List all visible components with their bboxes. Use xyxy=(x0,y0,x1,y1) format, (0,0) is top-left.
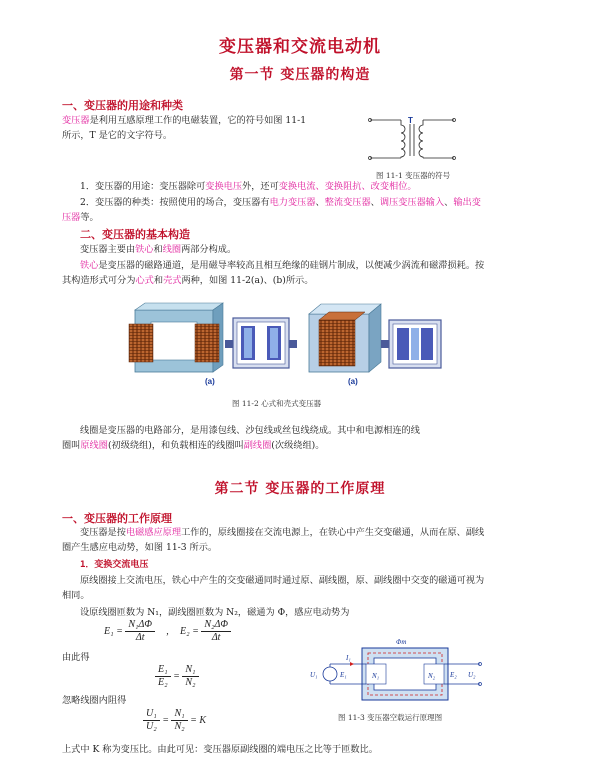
section-2-title: 第二节 变压器的工作原理 xyxy=(214,481,386,497)
shell-type-transformer-3d xyxy=(309,304,381,372)
label-u1: U₁ xyxy=(310,671,318,679)
principle-paragraph xyxy=(62,525,546,555)
intro-line2: 所示，T 是它的文字符号。 xyxy=(62,130,173,141)
term-core: 铁心 xyxy=(135,244,154,255)
symbol-label-t: T xyxy=(408,116,413,125)
label-phi-m: Φm xyxy=(396,638,407,646)
principle-line1: 工作的，原线圈接在交流电源上，在铁心中产生交变磁通，从而在原、副线 xyxy=(181,527,485,538)
kind-power-transformer: 电力变压器 xyxy=(269,197,316,208)
voltage-line2: 相同。 xyxy=(62,590,90,601)
coil-line2-mid: (初级绕组)，和负载相连的线圈叫 xyxy=(107,440,244,451)
equation-emf-ratio xyxy=(155,664,199,689)
eq4-rhs: = K xyxy=(190,714,207,726)
structure-line xyxy=(80,242,236,257)
intro-paragraph xyxy=(62,113,362,143)
core-type-transformer-3d xyxy=(129,303,223,372)
no-load-transformer-diagram xyxy=(310,636,490,706)
core-line1: 是变压器的磁路通道，是用磁导率较高且相互绝缘的硅钢片制成，以便减少涡流和磁滞损耗。按 xyxy=(98,260,485,271)
label-i1: I₁ xyxy=(346,654,351,662)
figure-label-a: (a) xyxy=(205,377,215,386)
kind-sep-3: 、 xyxy=(444,197,454,208)
use-change-impedance: 变换阻抗 xyxy=(324,181,362,192)
core-line2-prefix: 其构造形式可分为 xyxy=(62,275,136,286)
figure-11-2-caption: 图 11-2 心式和壳式变压器 xyxy=(232,399,322,408)
structure-prefix: 变压器主要由 xyxy=(80,244,136,255)
core-paragraph xyxy=(62,258,546,288)
term-em-induction: 电磁感应原理 xyxy=(125,527,182,538)
kind-sep-2: 、 xyxy=(370,197,380,208)
term-shell-type: 壳式 xyxy=(163,275,182,286)
voltage-line1: 原线圈接上交流电压，铁心中产生的交变磁通同时通过原、副线圈，原、副线圈中交变的磁通可视为 xyxy=(80,575,485,586)
eq4-equals: = xyxy=(162,714,169,726)
principle-line2: 圈产生感应电动势，如图 11-3 所示。 xyxy=(62,542,218,553)
use-sep-1: 、 xyxy=(315,181,325,192)
eq1-denominator: Δt xyxy=(135,632,145,643)
label-e1: E₁ xyxy=(340,671,347,679)
eq3-left-num: E₁ xyxy=(155,664,171,677)
intro-line1: 是利用互感原理工作的电磁装置，它的符号如图 11-1 xyxy=(89,115,307,126)
eq3-right-fraction xyxy=(182,664,198,689)
label-u2: U₂ xyxy=(468,671,476,679)
kind-item-prefix: 2．变压器的种类：按照使用的场合，变压器有 xyxy=(80,197,270,208)
document-title: 变压器和交流电动机 xyxy=(219,37,381,57)
eq4-left-fraction xyxy=(143,708,160,733)
principle-prefix: 变压器是按 xyxy=(80,527,126,538)
eq-separator: , xyxy=(166,625,169,637)
conclusion-line: 上式中 K 称为变压比。由此可见：变压器原副线圈的端电压之比等于匝数比。 xyxy=(62,744,378,755)
structure-mid: 和 xyxy=(153,244,163,255)
heading-use-and-kinds: 一、变压器的用途和种类 xyxy=(62,99,183,112)
core-line2-end: 两种，如图 11-2(a)、(b)所示。 xyxy=(181,275,314,286)
use-item-prefix: 1．变压器的用途：变压器除可 xyxy=(80,181,206,192)
use-change-current: 变换电流 xyxy=(278,181,316,192)
kind-rectifier-transformer: 整流变压器 xyxy=(324,197,371,208)
label-n1: N₁ xyxy=(372,672,380,680)
label-n2: N₂ xyxy=(428,672,436,680)
term-primary-coil: 原线圈 xyxy=(80,440,108,451)
use-item xyxy=(80,179,417,194)
eq3-equals: = xyxy=(173,670,180,682)
coil-line1: 线圈是变压器的电路部分，是用漆包线、沙包线或丝包线绕成。其中和电源相连的线 xyxy=(80,425,420,436)
eq4-right-num: N₁ xyxy=(171,708,187,721)
label-e2: E₂ xyxy=(450,671,457,679)
coil-paragraph xyxy=(62,423,546,453)
equation-emf xyxy=(104,619,231,644)
term-secondary-coil: 副线圈 xyxy=(243,440,272,451)
use-item-mid: 外，还可 xyxy=(242,181,279,192)
kind-regulating-transformer: 调压变压器输入 xyxy=(379,197,445,208)
kind-item xyxy=(62,195,546,225)
use-change-phase: 改变相位 xyxy=(370,181,408,192)
coil-line2-prefix: 圈叫 xyxy=(62,440,81,451)
transformer-symbol-figure xyxy=(368,112,458,164)
figure-label-b: (a) xyxy=(348,377,358,386)
subheading-voltage-transform: 1．变换交流电压 xyxy=(80,560,149,570)
section-1-title: 第一节 变压器的构造 xyxy=(229,67,371,83)
voltage-paragraph xyxy=(62,573,546,603)
eq2-lhs: E₂ = xyxy=(179,625,199,637)
eq1-numerator: N₁ΔΦ xyxy=(125,619,155,632)
kind-line2-highlight: 压器 xyxy=(62,212,81,223)
core-and-shell-transformer-figure xyxy=(125,300,445,390)
eq3-right-den: N₂ xyxy=(185,677,196,688)
eq3-left-fraction xyxy=(155,664,171,689)
core-line2-mid: 和 xyxy=(153,275,164,286)
term-coil: 线圈 xyxy=(162,244,182,255)
structure-end: 两部分构成。 xyxy=(181,244,237,255)
term-core-2: 铁心 xyxy=(80,260,99,271)
eq4-right-fraction xyxy=(171,708,187,733)
term-core-type: 心式 xyxy=(135,275,154,286)
term-transformer: 变压器 xyxy=(62,115,90,126)
kind-output-transformer: 输出变 xyxy=(453,197,481,208)
use-change-voltage: 变换电压 xyxy=(205,181,243,192)
heading-working-principle: 一、变压器的工作原理 xyxy=(62,512,172,525)
figure-11-1-caption: 图 11-1 变压器的符号 xyxy=(376,171,451,180)
eq4-left-num: U₁ xyxy=(143,708,160,721)
core-type-transformer-section xyxy=(225,318,297,368)
kind-line2-end: 等。 xyxy=(80,212,99,223)
eq3-right-num: N₁ xyxy=(182,664,198,677)
eq3-left-den: E₂ xyxy=(158,677,168,688)
equation-voltage-ratio xyxy=(143,708,206,733)
eq2-fraction xyxy=(201,619,231,644)
eq4-left-den: U₂ xyxy=(146,721,157,732)
setup-line: 设原线圈匝数为 N₁，副线圈匝数为 N₂，磁通为 Φ，感应电动势为 xyxy=(80,607,350,618)
use-sep-2: 、 xyxy=(361,181,371,192)
thus-line: 由此得 xyxy=(62,652,90,663)
shell-type-transformer-section xyxy=(381,320,441,368)
use-item-end: 。 xyxy=(407,181,417,192)
kind-sep-1: 、 xyxy=(315,197,325,208)
eq2-numerator: N₂ΔΦ xyxy=(201,619,231,632)
eq2-denominator: Δt xyxy=(211,632,221,643)
figure-11-3-caption: 图 11-3 变压器空载运行原理图 xyxy=(338,713,443,722)
ignore-resistance-line: 忽略线圈内阻得 xyxy=(62,695,127,706)
eq1-lhs: E₁ = xyxy=(104,625,123,637)
eq4-right-den: N₂ xyxy=(174,721,185,732)
eq1-fraction xyxy=(125,619,155,644)
heading-basic-structure: 二、变压器的基本构造 xyxy=(80,228,190,241)
coil-line2-end: (次级绕组)。 xyxy=(271,440,325,451)
